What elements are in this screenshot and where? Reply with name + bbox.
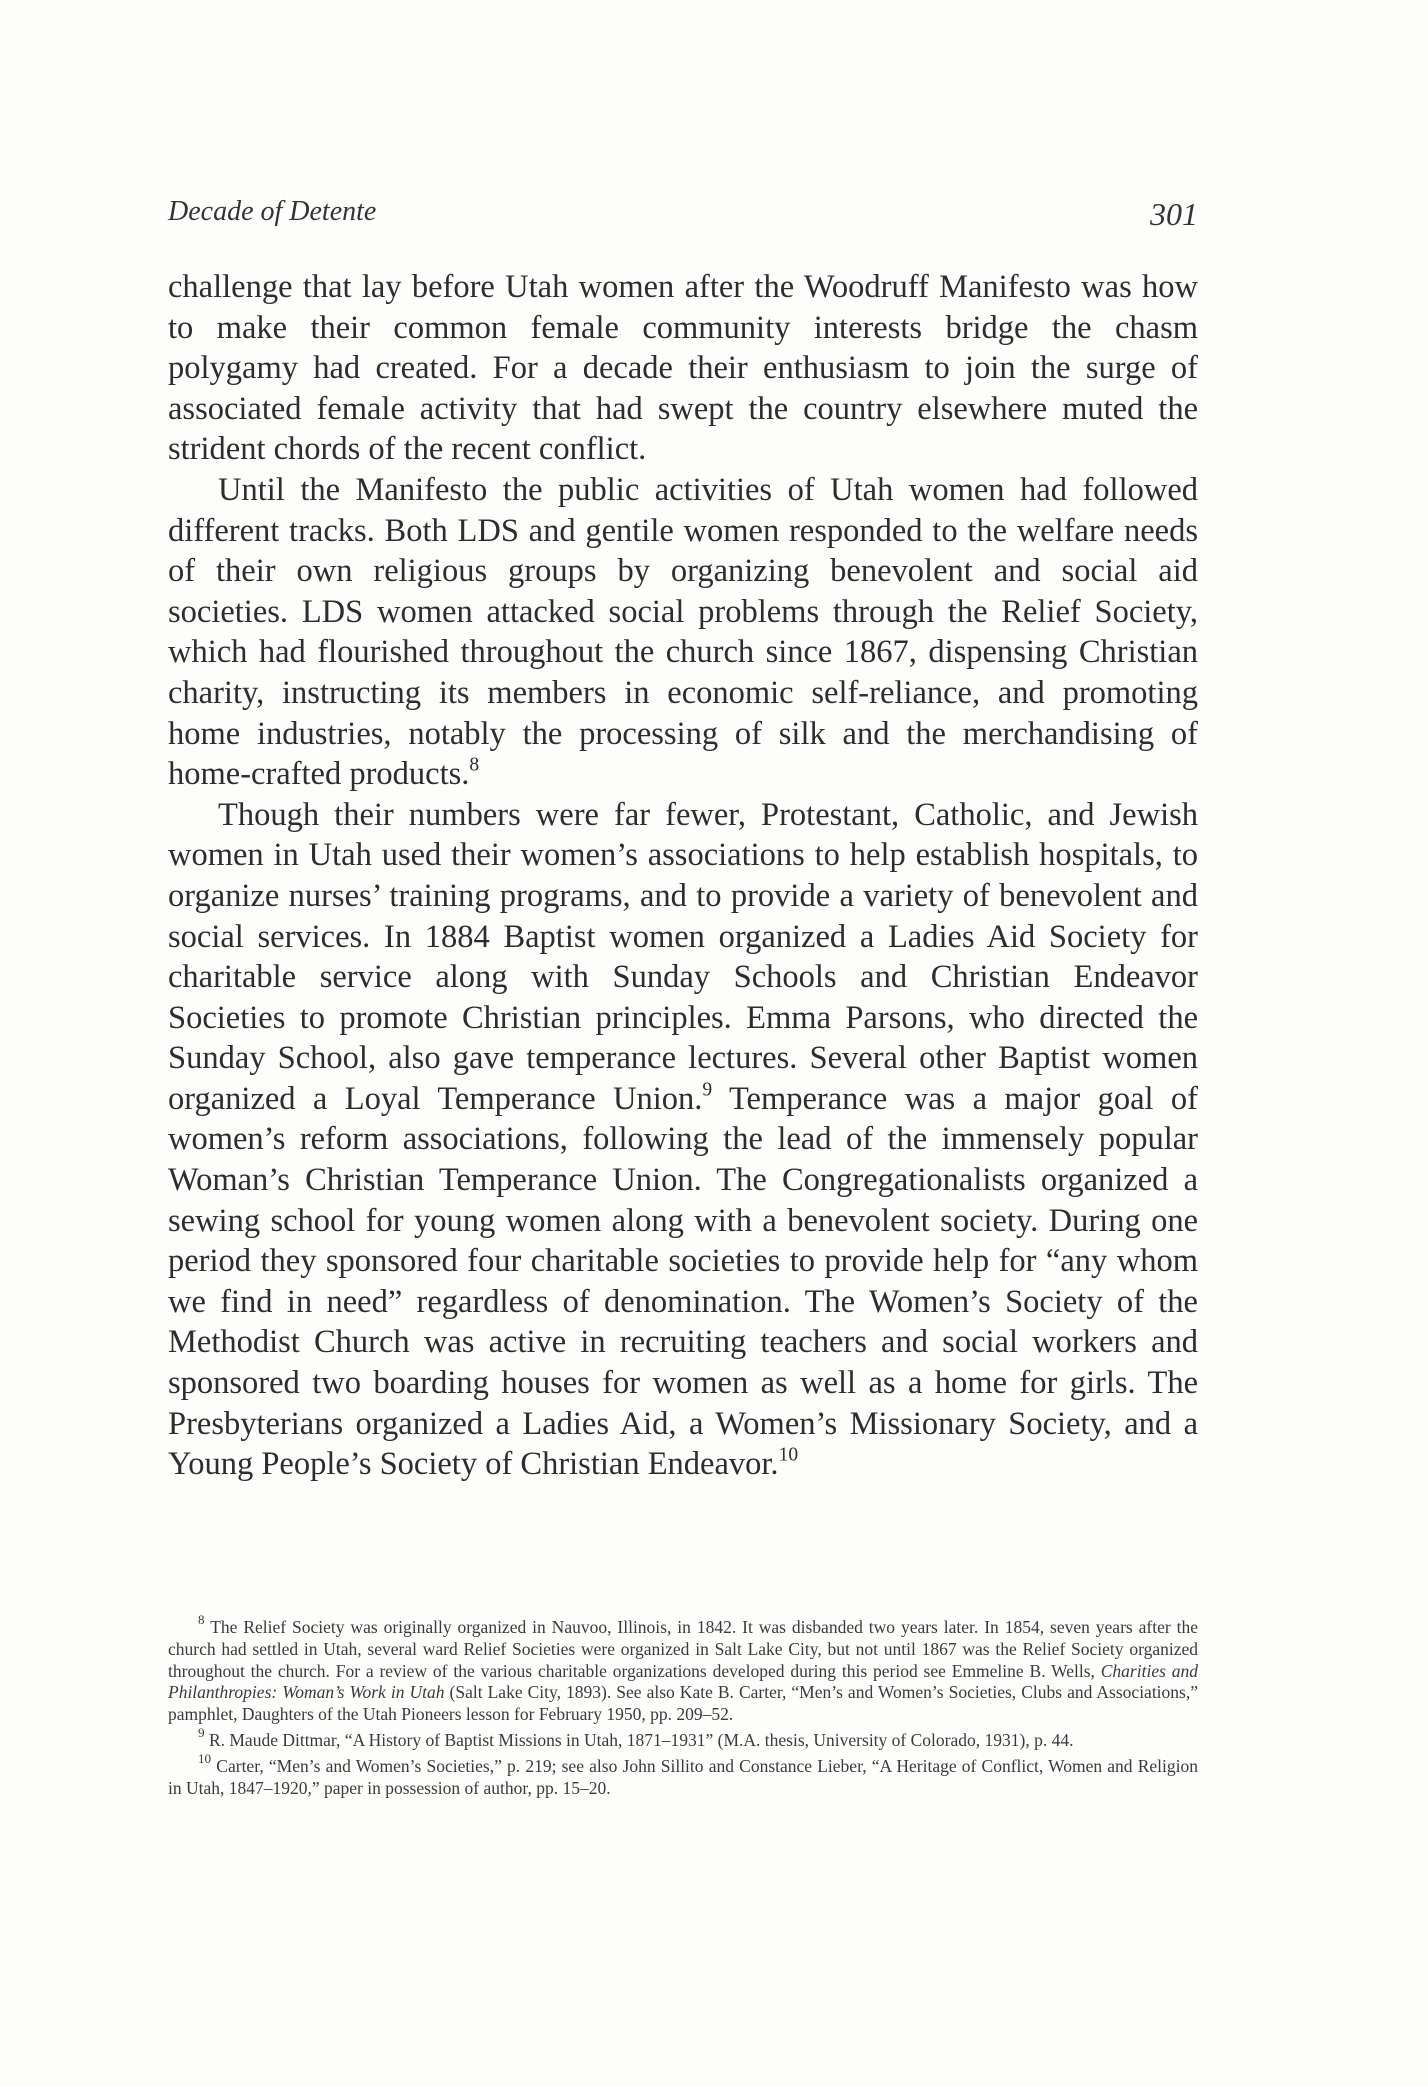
footnote-text-continued: (Salt Lake City, 1893). See also Kate B. Carter, “Men’s and Women’s Societies, Clubs and Associations,” pamphlet, Daughters of the Utah Pioneers lesson for February 1950, pp. 209–52. xyxy=(168,1682,1198,1725)
page-number: 301 xyxy=(1150,196,1198,232)
footnote-reference: 8 xyxy=(469,754,480,776)
footnotes xyxy=(168,1611,1199,1799)
paragraph-2 xyxy=(168,470,1198,795)
footnote-9 xyxy=(168,1724,1198,1752)
footnote-number: 9 xyxy=(198,1724,205,1740)
running-head xyxy=(168,196,1198,240)
paragraph-text-continued: Temperance was a major goal of women’s reform associations, following the lead of the immensely popular Woman’s Christian Temperance Union. The Congregationalists organized a sewing school for young women along with a benevolent society. During one period they sponsored four charitable societies to provide help for “any whom we find in need” regardless of denomination. The Women’s Society of the Methodist Church was active in recruiting teachers and social workers and sponsored two boarding houses for women as well as a home for girls. The Presbyterians organized a Ladies Aid, a Women’s Missionary Society, and a Young People’s Society of Christian Endeavor. xyxy=(168,1080,1199,1483)
footnote-text: R. Maude Dittmar, “A History of Baptist Missions in Utah, 1871–1931” (M.A. thesis, University of Colorado, 1931), p. 44. xyxy=(208,1729,1074,1750)
footnote-8 xyxy=(168,1611,1199,1726)
paragraph-1 xyxy=(168,267,1198,470)
footnote-text: The Relief Society was originally organized in Nauvoo, Illinois, in 1842. It was disbanded two years later. In 1854, seven years after the church had settled in Utah, several ward Relief Societies were organized in Salt Lake City, but not until 1867 was the Relief Society organized throughout the church. For a review of the various charitable organizations developed during this period see Emmeline B. Wells, xyxy=(168,1617,1199,1681)
footnote-text: Carter, “Men’s and Women’s Societies,” p. 219; see also John Sillito and Constance Lieber, “A Heritage of Conflict, Women and Religion in Utah, 1847–1920,” paper in possession of author, pp. 15–20. xyxy=(168,1755,1199,1798)
paragraph-text: Though their numbers were far fewer, Protestant, Catholic, and Jewish women in Utah used their women’s associations to help establish hospitals, to organize nurses’ training programs, and to provide a variety of benevolent and social services. In 1884 Baptist women organized a Ladies Aid Society for charitable service along with Sunday Schools and Christian Endeavor Societies to promote Christian principles. Emma Parsons, who directed the Sunday School, also gave temperance lectures. Several other Baptist women organized a Loyal Temperance Union. xyxy=(168,796,1198,1117)
footnote-10 xyxy=(168,1750,1199,1800)
footnote-number: 10 xyxy=(198,1750,212,1766)
paragraph-3 xyxy=(168,795,1198,1485)
footnote-reference: 10 xyxy=(778,1444,799,1466)
paragraph-text: challenge that lay before Utah women after the Woodruff Manifesto was how to make their common female community interests bridge the chasm polygamy had created. For a decade their enthusiasm to join the surge of associated female activity that had swept the country elsewhere muted the strident chords of the recent conflict. xyxy=(168,269,1198,468)
running-head-title: Decade of Detente xyxy=(168,196,377,227)
footnote-number: 8 xyxy=(198,1611,205,1627)
footnote-italic-title: Charities and Philanthropies: Woman’s Work in Utah xyxy=(168,1660,1198,1703)
footnote-reference: 9 xyxy=(702,1079,713,1101)
body-text xyxy=(168,267,1198,1485)
paragraph-text: Until the Manifesto the public activities of Utah women had followed different tracks. Both LDS and gentile women responded to the welfare needs of their own religious groups by organizing benevolent and social aid societies. LDS women attacked social problems through the Relief Society, which had flourished throughout the church since 1867, dispensing Christian charity, instructing its members in economic self-reliance, and promoting home industries, notably the processing of silk and the merchandising of home-crafted products. xyxy=(168,471,1198,793)
